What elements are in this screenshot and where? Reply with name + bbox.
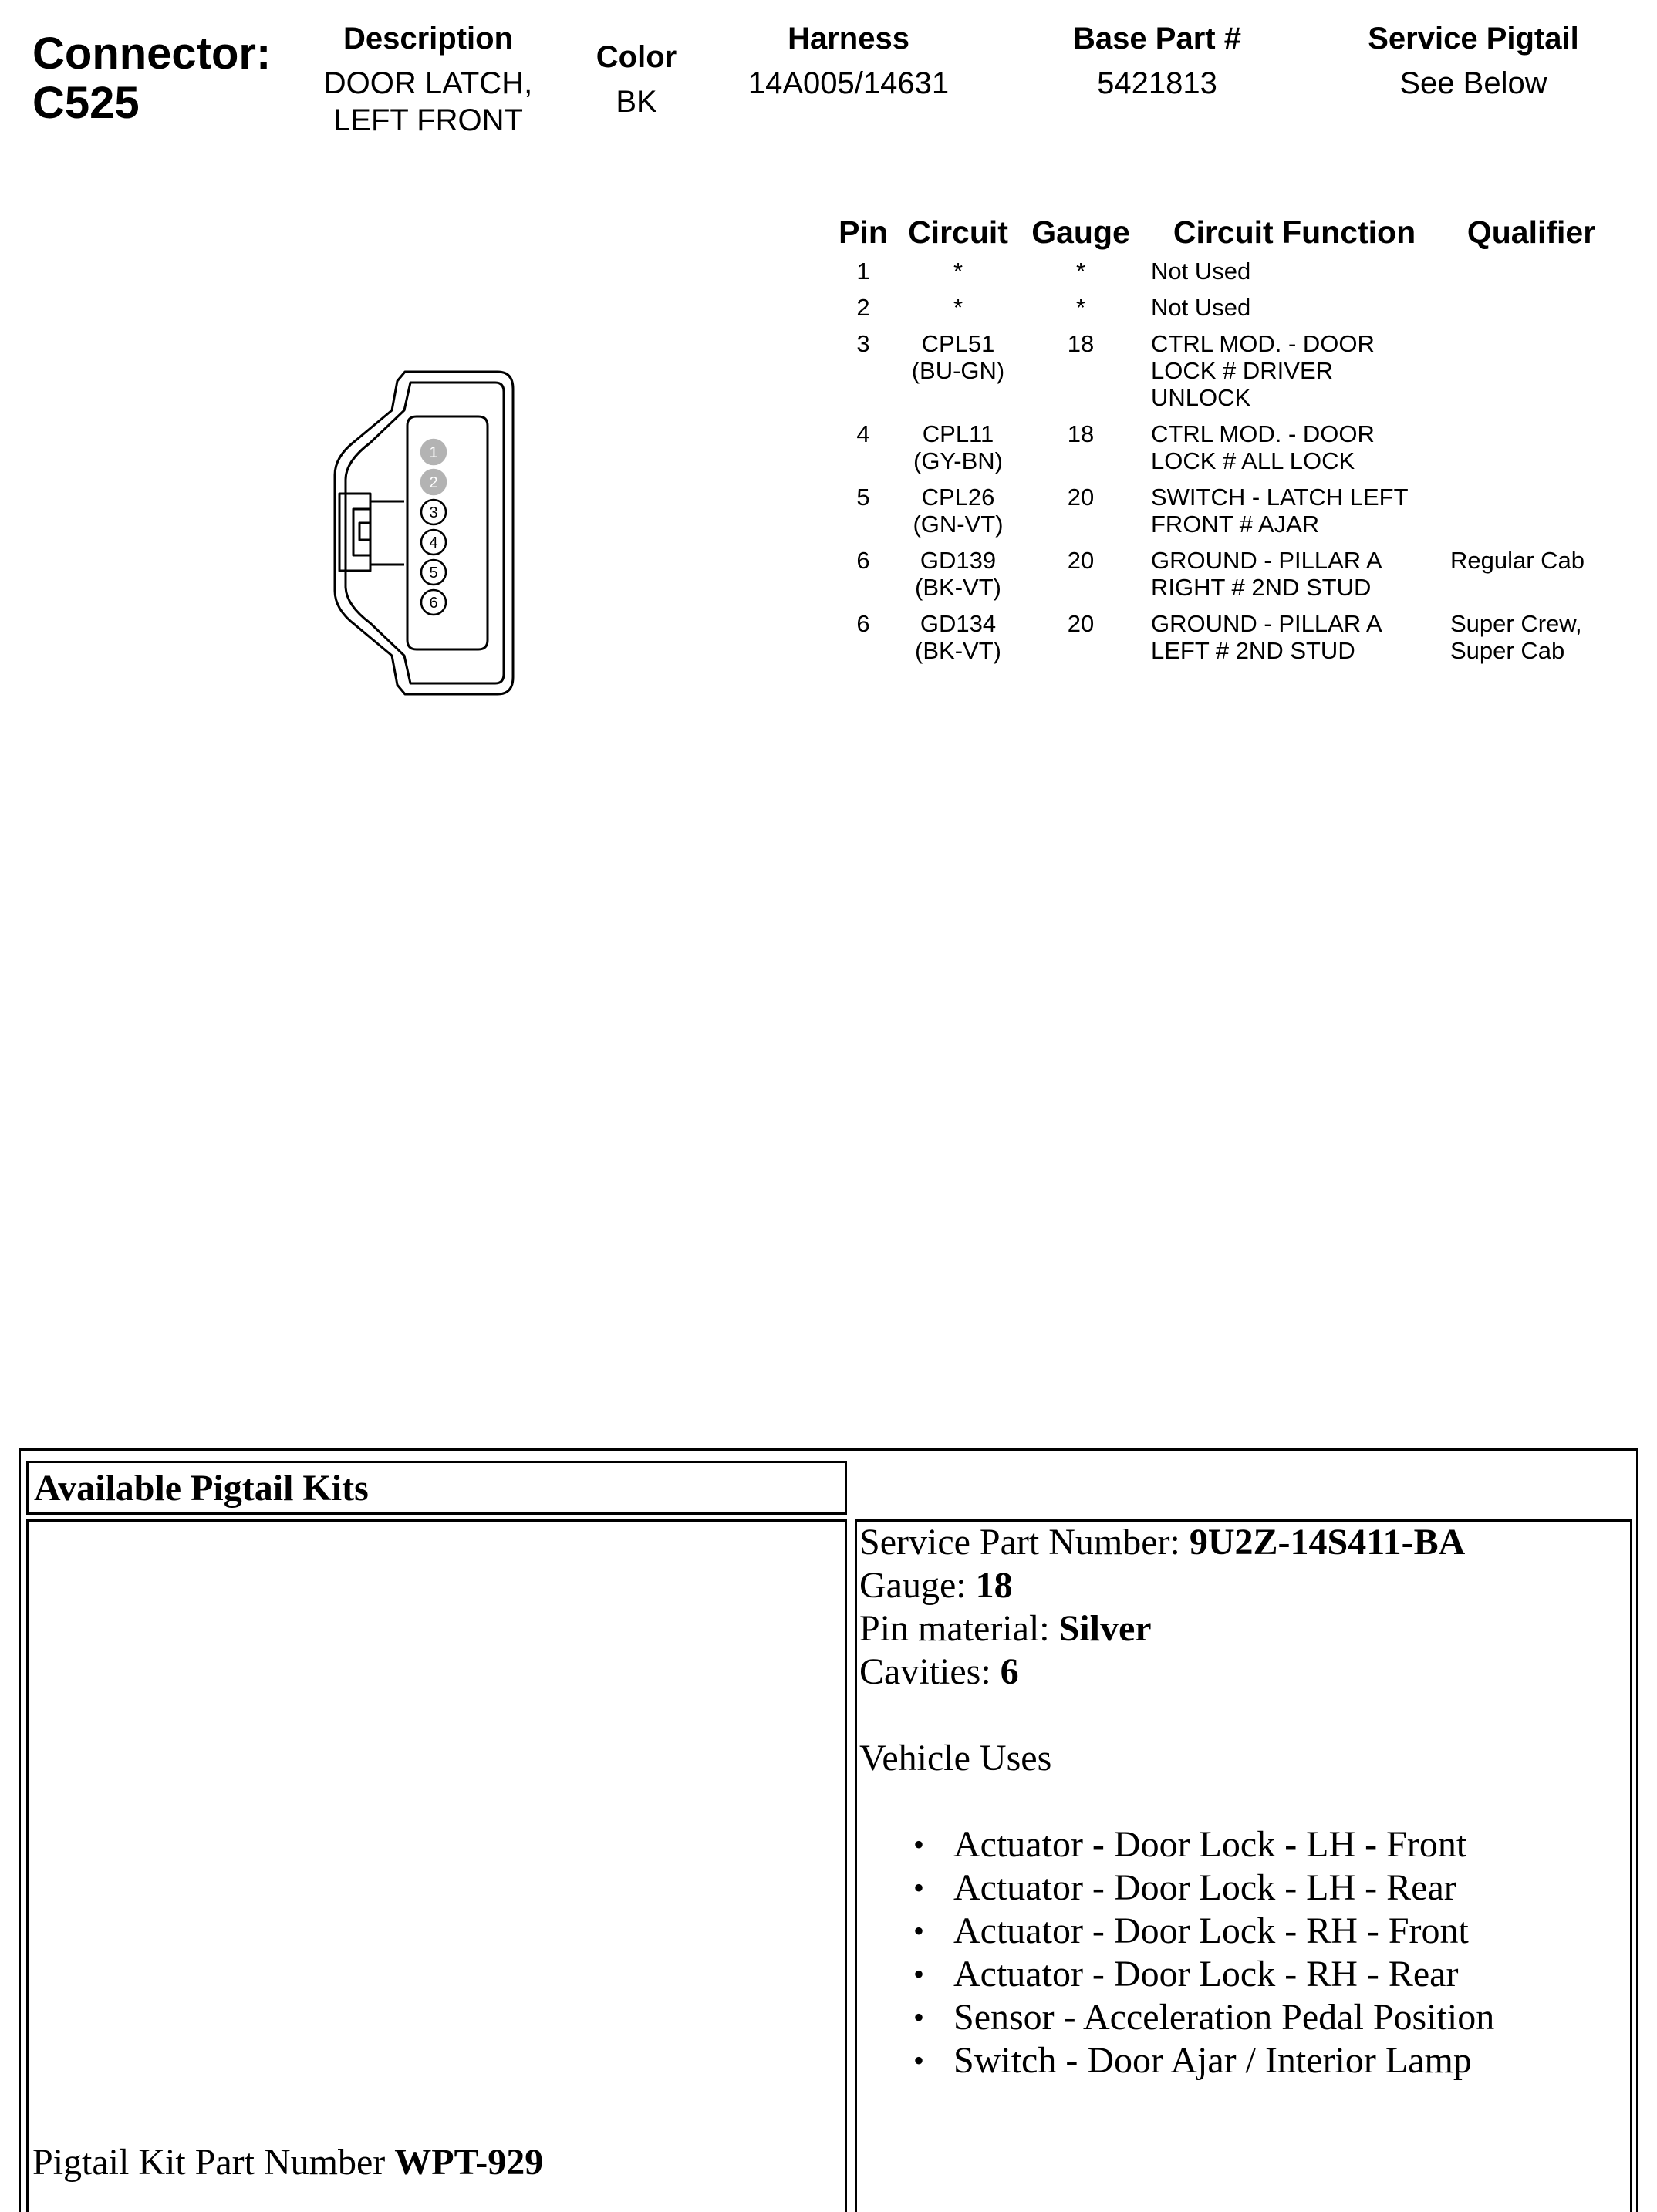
base-part-column bbox=[1041, 20, 1273, 102]
circuit: GD134 (BK-VT) bbox=[893, 610, 1023, 673]
table-row bbox=[833, 258, 1612, 294]
harness-label: Harness bbox=[788, 22, 909, 56]
gauge: 20 bbox=[1067, 610, 1095, 637]
wire-color: (GN-VT) bbox=[913, 511, 1004, 538]
circuit: CPL26 (GN-VT) bbox=[893, 484, 1023, 547]
cavities: Cavities: 6 bbox=[859, 1651, 1019, 1692]
connector-title bbox=[32, 29, 271, 128]
pin-number: 3 bbox=[856, 330, 870, 357]
gauge: 20 bbox=[1067, 484, 1095, 511]
circuit: CPL51 (BU-GN) bbox=[893, 330, 1023, 420]
description-line-1: DOOR LATCH, bbox=[323, 66, 533, 100]
svg-text:6: 6 bbox=[429, 595, 438, 612]
table-row bbox=[833, 547, 1612, 610]
pigtail-kits-title: Available Pigtail Kits bbox=[34, 1468, 369, 1509]
connector-id: C525 bbox=[32, 78, 140, 128]
pin-2 bbox=[421, 470, 446, 494]
color-label: Color bbox=[596, 40, 677, 74]
pin-4 bbox=[421, 530, 446, 555]
list-item: • Actuator - Door Lock - RH - Rear bbox=[953, 1953, 1494, 1996]
table-row bbox=[833, 484, 1612, 547]
header-circuit-function: Circuit Function bbox=[1173, 214, 1416, 250]
service-part-number: Service Part Number: 9U2Z-14S411-BA bbox=[859, 1522, 1466, 1563]
description-column bbox=[309, 20, 548, 139]
pin-table bbox=[833, 213, 1612, 673]
pin-3 bbox=[421, 500, 446, 524]
circuit-function: CTRL MOD. - DOOR LOCK # DRIVER UNLOCK bbox=[1151, 330, 1375, 411]
qualifier bbox=[1450, 484, 1612, 547]
connector-face-diagram bbox=[324, 362, 532, 702]
header-gauge: Gauge bbox=[1031, 214, 1130, 250]
vehicle-uses-label: Vehicle Uses bbox=[859, 1738, 1052, 1779]
header-circuit: Circuit bbox=[908, 214, 1008, 250]
gauge: 20 bbox=[1067, 547, 1095, 574]
circuit: GD139 (BK-VT) bbox=[893, 547, 1023, 610]
table-row bbox=[833, 420, 1612, 484]
header-qualifier: Qualifier bbox=[1466, 214, 1596, 250]
connector-label: Connector: bbox=[32, 29, 272, 79]
color-value: BK bbox=[616, 85, 657, 119]
svg-text:1: 1 bbox=[429, 444, 438, 461]
description-line-2: LEFT FRONT bbox=[333, 103, 523, 137]
kit-part-value: WPT-929 bbox=[394, 2142, 544, 2183]
circuit: * bbox=[953, 258, 963, 285]
qualifier bbox=[1450, 420, 1612, 484]
pin-number: 4 bbox=[856, 420, 870, 447]
pin-number: 6 bbox=[856, 610, 870, 637]
gauge: * bbox=[1075, 294, 1086, 321]
pin-table-header bbox=[833, 213, 1612, 258]
pigtail-kit-part-number bbox=[32, 2140, 543, 2186]
header-pin: Pin bbox=[839, 214, 888, 250]
svg-text:5: 5 bbox=[429, 565, 438, 582]
list-item: • Switch - Door Ajar / Interior Lamp bbox=[953, 2039, 1494, 2082]
qualifier bbox=[1450, 330, 1612, 420]
pigtail-kit-details bbox=[859, 1521, 1494, 2082]
list-item: • Actuator - Door Lock - LH - Rear bbox=[953, 1866, 1494, 1910]
circuit-function: GROUND - PILLAR A LEFT # 2ND STUD bbox=[1151, 610, 1382, 664]
list-item: • Actuator - Door Lock - LH - Front bbox=[953, 1823, 1494, 1866]
pin-6 bbox=[421, 590, 446, 615]
circuit: CPL11 (GY-BN) bbox=[893, 420, 1023, 484]
service-pigtail-label: Service Pigtail bbox=[1368, 22, 1579, 56]
gauge: 18 bbox=[1067, 330, 1095, 357]
pin-1 bbox=[421, 440, 446, 464]
table-row bbox=[833, 610, 1612, 673]
qualifier: Super Crew, Super Cab bbox=[1450, 610, 1582, 664]
svg-text:4: 4 bbox=[429, 534, 438, 551]
qualifier bbox=[1450, 294, 1612, 330]
pin-5 bbox=[421, 560, 446, 585]
circuit-function: SWITCH - LATCH LEFT FRONT # AJAR bbox=[1151, 484, 1409, 538]
pin-table-body bbox=[833, 258, 1612, 673]
kit-part-label: Pigtail Kit Part Number bbox=[32, 2142, 395, 2183]
pigtail-image-cell bbox=[26, 1519, 847, 2212]
base-part-label: Base Part # bbox=[1073, 22, 1241, 56]
harness-value: 14A005/14631 bbox=[748, 66, 950, 100]
pin-material: Pin material: Silver bbox=[859, 1608, 1152, 1649]
harness-column bbox=[725, 20, 972, 102]
gauge: 18 bbox=[1067, 420, 1095, 447]
vehicle-uses-list bbox=[859, 1823, 1494, 2082]
base-part-value: 5421813 bbox=[1097, 66, 1217, 100]
svg-text:3: 3 bbox=[429, 504, 438, 521]
svg-text:2: 2 bbox=[429, 474, 438, 491]
circuit-function: Not Used bbox=[1151, 258, 1251, 285]
color-column bbox=[586, 39, 687, 120]
service-pigtail-value: See Below bbox=[1399, 66, 1547, 100]
circuit-function: Not Used bbox=[1151, 294, 1251, 321]
wire-color: (BK-VT) bbox=[915, 637, 1001, 664]
circuit: * bbox=[953, 294, 963, 321]
qualifier: Regular Cab bbox=[1450, 547, 1585, 574]
pin-number: 6 bbox=[856, 547, 870, 574]
gauge: * bbox=[1075, 258, 1086, 285]
list-item: • Sensor - Acceleration Pedal Position bbox=[953, 1996, 1494, 2039]
table-row bbox=[833, 294, 1612, 330]
pin-number: 5 bbox=[856, 484, 870, 511]
wire-color: (GY-BN) bbox=[913, 447, 1003, 474]
circuit-function: GROUND - PILLAR A RIGHT # 2ND STUD bbox=[1151, 547, 1382, 601]
wire-color: (BK-VT) bbox=[915, 574, 1001, 601]
list-item: • Actuator - Door Lock - RH - Front bbox=[953, 1910, 1494, 1953]
qualifier bbox=[1450, 258, 1612, 294]
wire-color: (BU-GN) bbox=[911, 357, 1005, 384]
circuit-function: CTRL MOD. - DOOR LOCK # ALL LOCK bbox=[1151, 420, 1375, 474]
service-pigtail-column bbox=[1342, 20, 1605, 102]
table-row bbox=[833, 330, 1612, 420]
pin-number: 2 bbox=[856, 294, 870, 321]
pin-number: 1 bbox=[856, 258, 870, 285]
kit-gauge: Gauge: 18 bbox=[859, 1565, 1013, 1606]
description-label: Description bbox=[343, 22, 514, 56]
